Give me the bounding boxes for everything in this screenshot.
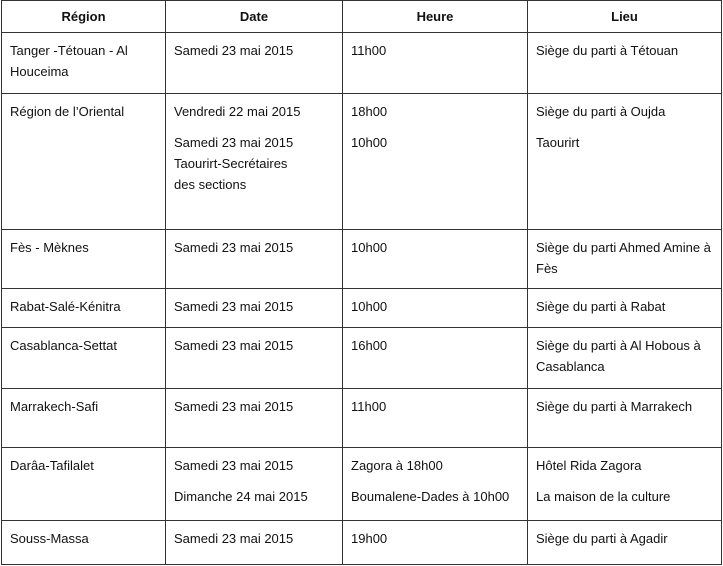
lieu-line: Siège du parti à Marrakech <box>536 399 693 415</box>
lieu-line: Siège du parti à Al Hobous à Casablanca <box>536 337 701 374</box>
region-text: Marrakech-Safi <box>10 399 99 415</box>
date-line: Samedi 23 mai 2015 <box>174 135 294 151</box>
date-line: Taourirt-Secrétaires <box>174 156 288 172</box>
region-text: Tanger -Tétouan - Al Houceima <box>10 43 128 79</box>
heure-line: 18h00 <box>351 104 388 120</box>
cell-date <box>166 327 343 388</box>
table-row <box>2 389 722 448</box>
lieu-line: Siège du parti à Agadir <box>536 531 668 547</box>
table-row <box>2 289 722 328</box>
heure-line: 19h00 <box>351 531 388 547</box>
header-lieu: Lieu <box>528 1 722 33</box>
cell-lieu <box>528 33 722 94</box>
cell-region <box>2 521 166 565</box>
cell-region <box>2 448 166 521</box>
cell-lieu <box>528 229 722 288</box>
cell-lieu <box>528 389 722 448</box>
cell-lieu <box>528 327 722 388</box>
table-row <box>2 33 722 94</box>
table-row <box>2 327 722 388</box>
cell-date <box>166 448 343 521</box>
region-text: Fès - Mèknes <box>10 239 89 255</box>
table-row <box>2 448 722 521</box>
lieu-line: Siège du parti Ahmed Amine à Fès <box>536 239 711 276</box>
date-line: Dimanche 24 mai 2015 <box>174 489 308 505</box>
date-line: Samedi 23 mai 2015 <box>174 458 294 474</box>
heure-line: 11h00 <box>351 43 387 58</box>
cell-region <box>2 229 166 288</box>
cell-lieu <box>528 289 722 328</box>
cell-date <box>166 289 343 328</box>
cell-date <box>166 521 343 565</box>
header-region: Région <box>2 1 166 33</box>
cell-date <box>166 389 343 448</box>
cell-heure <box>343 94 528 229</box>
cell-region <box>2 289 166 328</box>
table-row <box>2 94 722 229</box>
date-line: Samedi 23 mai 2015 <box>174 531 294 547</box>
table-row <box>2 229 722 288</box>
date-line: Samedi 23 mai 2015 <box>174 43 294 58</box>
cell-heure <box>343 521 528 565</box>
date-line: Vendredi 22 mai 2015 <box>174 104 301 120</box>
date-line: Samedi 23 mai 2015 <box>174 337 294 353</box>
header-date: Date <box>166 1 343 33</box>
date-line: Samedi 23 mai 2015 <box>174 299 294 315</box>
cell-region <box>2 33 166 94</box>
cell-region <box>2 94 166 229</box>
lieu-line: Siège du parti à Rabat <box>536 299 666 315</box>
heure-line: 10h00 <box>351 135 388 151</box>
cell-date <box>166 229 343 288</box>
lieu-line: La maison de la culture <box>536 489 671 505</box>
heure-line: Zagora à 18h00 <box>351 458 443 474</box>
cell-region <box>2 327 166 388</box>
heure-line: 10h00 <box>351 239 388 255</box>
date-line: Samedi 23 mai 2015 <box>174 239 294 255</box>
lieu-line: Siège du parti à Tétouan <box>536 43 679 58</box>
region-text: Casablanca-Settat <box>10 337 117 353</box>
cell-date <box>166 33 343 94</box>
heure-line: 11h00 <box>351 399 387 415</box>
cell-heure <box>343 389 528 448</box>
cell-lieu <box>528 521 722 565</box>
heure-line: 16h00 <box>351 337 388 353</box>
cell-date <box>166 94 343 229</box>
table-header-row <box>2 1 722 33</box>
cell-heure <box>343 448 528 521</box>
heure-line: 10h00 <box>351 299 388 315</box>
lieu-line: Taourirt <box>536 135 580 151</box>
cell-lieu <box>528 94 722 229</box>
region-text: Rabat-Salé-Kénitra <box>10 299 121 315</box>
lieu-line: Hôtel Rida Zagora <box>536 458 642 474</box>
cell-heure <box>343 327 528 388</box>
region-text: Région de l’Oriental <box>10 104 125 120</box>
cell-region <box>2 389 166 448</box>
region-text: Darâa-Tafilalet <box>10 458 94 474</box>
region-text: Souss-Massa <box>10 531 89 547</box>
date-line: Samedi 23 mai 2015 <box>174 399 294 415</box>
header-heure: Heure <box>343 1 528 33</box>
date-line: des sections <box>174 177 247 193</box>
lieu-line: Siège du parti à Oujda <box>536 104 666 120</box>
cell-lieu <box>528 448 722 521</box>
schedule-table <box>1 0 722 565</box>
heure-line: Boumalene-Dades à 10h00 <box>351 489 510 505</box>
cell-heure <box>343 229 528 288</box>
cell-heure <box>343 289 528 328</box>
cell-heure <box>343 33 528 94</box>
table-row <box>2 521 722 565</box>
